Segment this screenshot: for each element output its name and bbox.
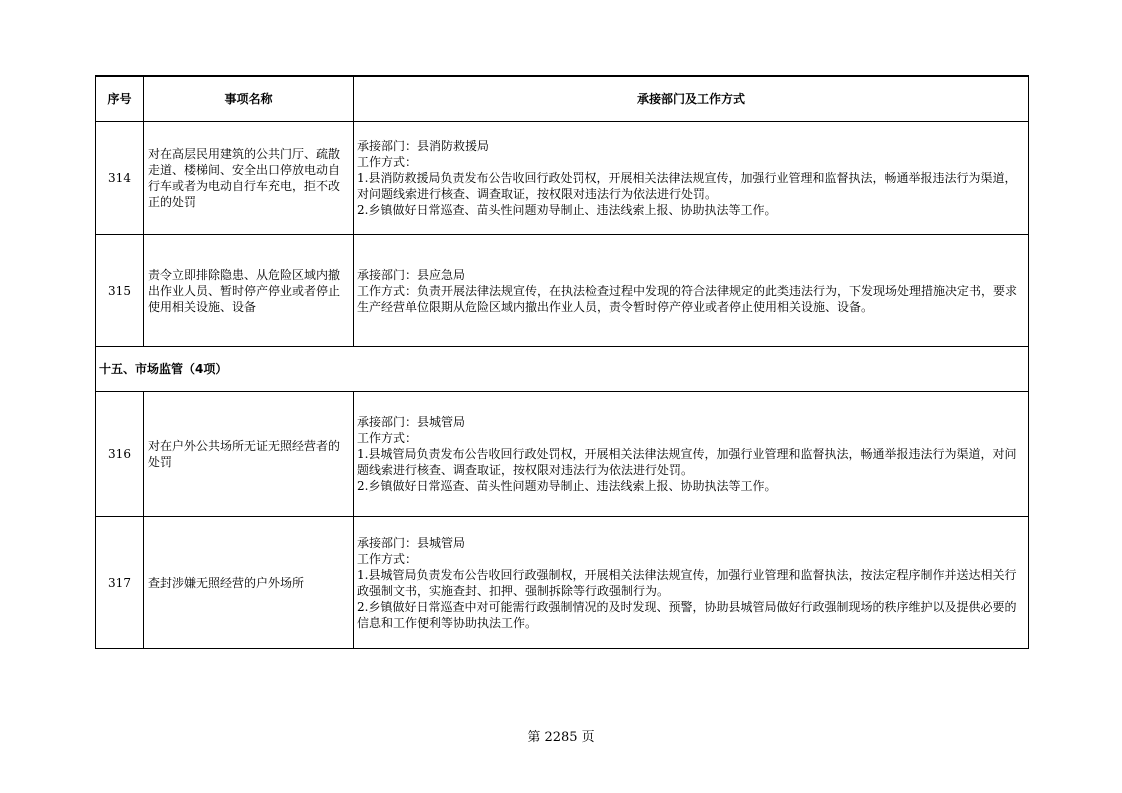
row-number: 316 <box>96 392 144 517</box>
dept-line: 工作方式： <box>357 155 418 169</box>
item-name: 查封涉嫌无照经营的户外场所 <box>144 517 354 649</box>
section-row <box>96 347 1029 392</box>
item-name: 对在户外公共场所无证无照经营者的处罚 <box>144 392 354 517</box>
dept-line: 2.乡镇做好日常巡查中对可能需行政强制情况的及时发现、预警，协助县城管局做好行政强制现场的秩序维护以及提供必要的信息和工作便利等协助执法工作。 <box>357 599 1017 630</box>
dept-line: 1.县消防救援局负责发布公告收回行政处罚权，开展相关法律法规宣传，加强行业管理和监督执法，畅通举报违法行为渠道，对问题线索进行核查、调查取证，按权限对违法行为依法进行处罚。 <box>357 171 1017 201</box>
header-no: 序号 <box>96 76 144 122</box>
dept-method <box>354 235 1029 347</box>
dept-line: 工作方式： <box>357 551 418 566</box>
row-number: 315 <box>96 235 144 347</box>
dept-line: 工作方式： <box>357 431 418 445</box>
table-row <box>96 122 1029 235</box>
page-number: 第 2285 页 <box>527 730 595 745</box>
header-dept: 承接部门及工作方式 <box>354 76 1029 122</box>
table-row <box>96 235 1029 347</box>
items-table <box>95 75 1029 649</box>
dept-line: 1.县城管局负责发布公告收回行政处罚权，开展相关法律法规宣传，加强行业管理和监督执法，畅通举报违法行为渠道，对问题线索进行核查、调查取证，按权限对违法行为依法进行处罚。 <box>357 447 1017 477</box>
dept-method <box>354 122 1029 235</box>
section-title: 十五、市场监管（4项） <box>96 347 1029 392</box>
dept-line: 1.县城管局负责发布公告收回行政强制权，开展相关法律法规宣传，加强行业管理和监督执法，按法定程序制作并送达相关行政强制文书，实施查封、扣押、强制拆除等行政强制行为。 <box>357 567 1017 598</box>
table-row <box>96 517 1029 649</box>
header-name: 事项名称 <box>144 76 354 122</box>
row-number: 317 <box>96 517 144 649</box>
table-row <box>96 392 1029 517</box>
dept-line: 工作方式：负责开展法律法规宣传，在执法检查过程中发现的符合法律规定的此类违法行为，下发现场处理措施决定书，要求生产经营单位限期从危险区域内撤出作业人员，责令暂时停产停业或者停止使用相关设施、设备。 <box>357 283 1018 314</box>
dept-line: 承接部门：县城管局 <box>357 415 466 429</box>
dept-line: 承接部门：县应急局 <box>357 267 466 282</box>
item-name: 对在高层民用建筑的公共门厅、疏散走道、楼梯间、安全出口停放电动自行车或者为电动自行车充电，拒不改正的处罚 <box>144 122 354 235</box>
table-header-row <box>96 76 1029 122</box>
dept-method <box>354 517 1029 649</box>
dept-line: 承接部门：县消防救援局 <box>357 139 490 153</box>
dept-method <box>354 392 1029 517</box>
item-name: 责令立即排除隐患、从危险区域内撤出作业人员、暂时停产停业或者停止使用相关设施、设备 <box>144 235 354 347</box>
row-number: 314 <box>96 122 144 235</box>
dept-line: 2.乡镇做好日常巡查、苗头性问题劝导制止、违法线索上报、协助执法等工作。 <box>357 479 777 493</box>
dept-line: 承接部门：县城管局 <box>357 535 466 550</box>
dept-line: 2.乡镇做好日常巡查、苗头性问题劝导制止、违法线索上报、协助执法等工作。 <box>357 203 777 217</box>
